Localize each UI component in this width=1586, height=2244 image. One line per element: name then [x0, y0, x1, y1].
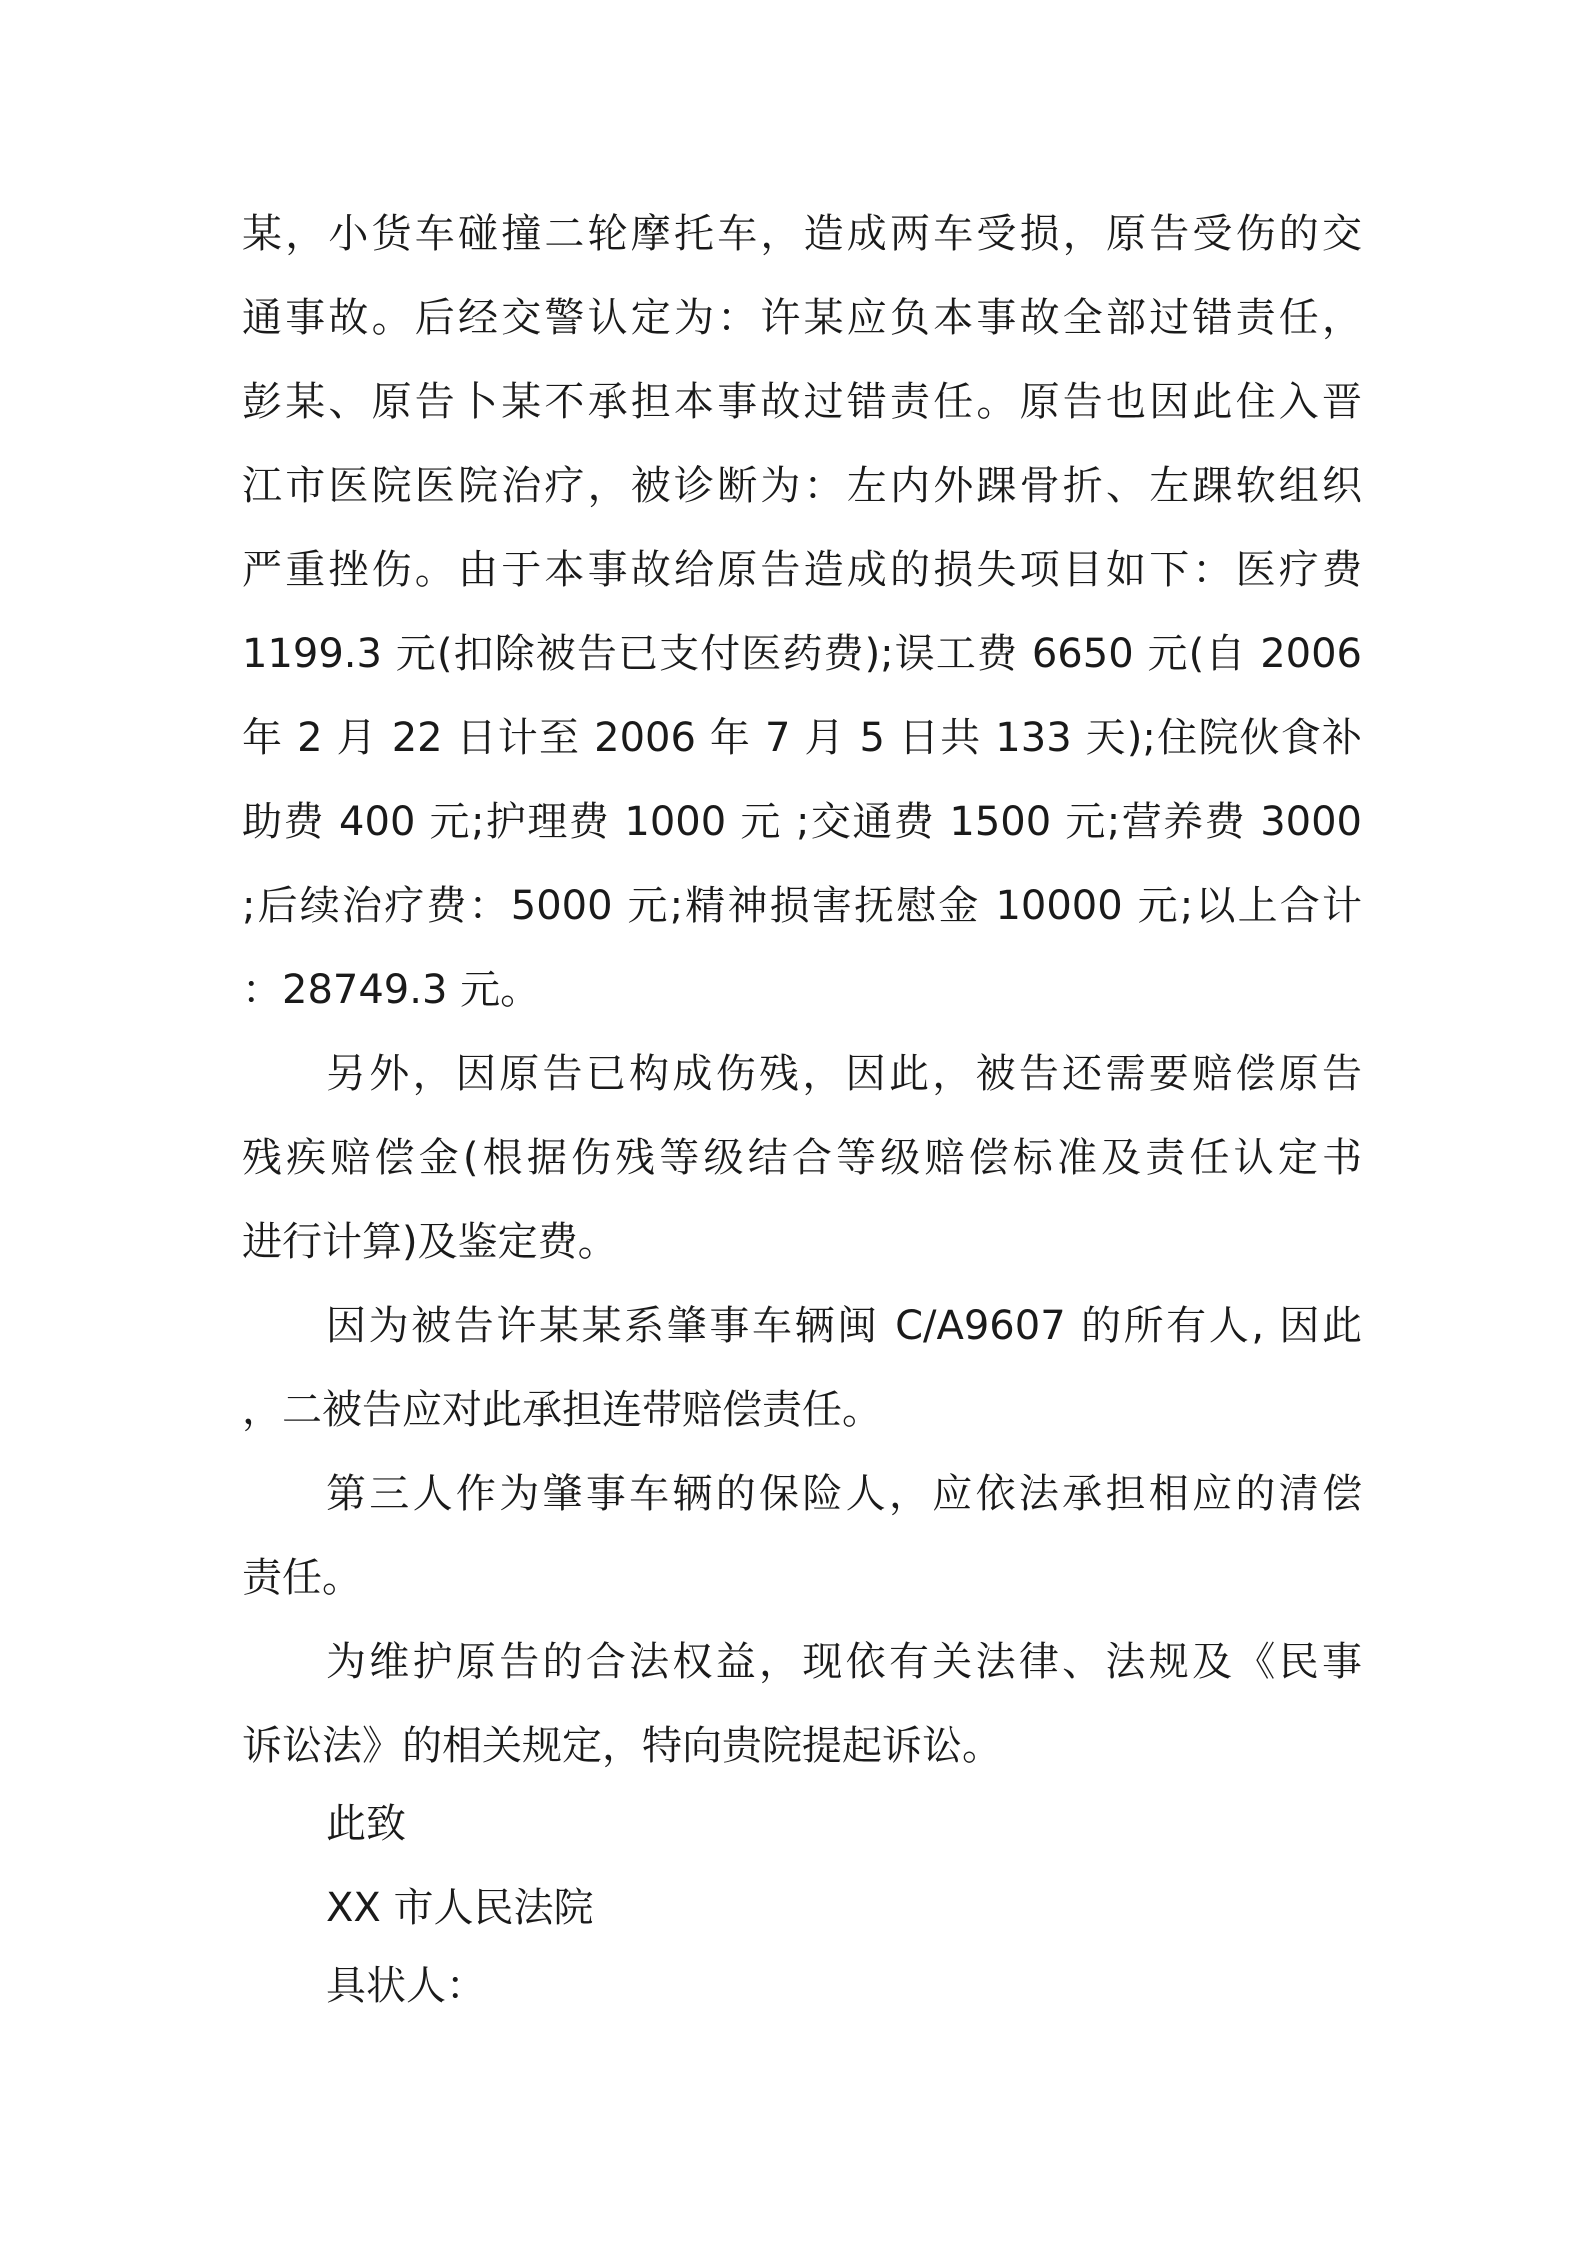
paragraph-2-line-3: 进行计算)及鉴定费。 — [242, 1219, 618, 1265]
court-name: XX 市人民法院 — [326, 1885, 594, 1931]
paragraph-1-line-8: 助费 400 元;护理费 1000 元 ;交通费 1500 元;营养费 3000 — [242, 799, 1362, 845]
complaint-body — [242, 192, 1362, 1788]
paragraph-3-line-1: 因为被告许某某系肇事车辆闽 C/A9607 的所有人, 因此 — [326, 1303, 1362, 1349]
paragraph-4-line-1: 第三人作为肇事车辆的保险人，应依法承担相应的清偿 — [326, 1471, 1362, 1517]
paragraph-1-line-6: 1199.3 元(扣除被告已支付医药费);误工费 6650 元(自 2006 — [242, 631, 1362, 677]
paragraph-1-line-1: 某，小货车碰撞二轮摩托车，造成两车受损，原告受伤的交 — [242, 211, 1362, 257]
paragraph-2-line-1: 另外，因原告已构成伤残，因此，被告还需要赔偿原告 — [326, 1051, 1362, 1097]
paragraph-2-line-2: 残疾赔偿金(根据伤残等级结合等级赔偿标准及责任认定书 — [242, 1135, 1362, 1181]
paragraph-3-line-2: ，二被告应对此承担连带赔偿责任。 — [242, 1387, 882, 1433]
paragraph-5-line-2: 诉讼法》的相关规定，特向贵院提起诉讼。 — [242, 1723, 1002, 1769]
paragraph-1-line-5: 严重挫伤。由于本事故给原告造成的损失项目如下：医疗费 — [242, 547, 1362, 593]
paragraph-4-line-2: 责任。 — [242, 1555, 362, 1601]
paragraph-1-line-10: ：28749.3 元。 — [242, 967, 541, 1013]
paragraph-1-line-7: 年 2 月 22 日计至 2006 年 7 月 5 日共 133 天);住院伙食补 — [242, 715, 1362, 761]
paragraph-1-line-4: 江市医院医院治疗，被诊断为：左内外踝骨折、左踝软组织 — [242, 463, 1362, 509]
paragraph-1-line-9: ;后续治疗费：5000 元;精神损害抚慰金 10000 元;以上合计 — [242, 883, 1362, 929]
signer-label: 具状人： — [326, 1963, 486, 2009]
paragraph-5-line-1: 为维护原告的合法权益，现依有关法律、法规及《民事 — [326, 1639, 1362, 1685]
salutation: 此致 — [326, 1801, 406, 1847]
paragraph-1-line-2: 通事故。后经交警认定为：许某应负本事故全部过错责任， — [242, 295, 1362, 341]
paragraph-1-line-3: 彭某、原告卜某不承担本事故过错责任。原告也因此住入晋 — [242, 379, 1362, 425]
